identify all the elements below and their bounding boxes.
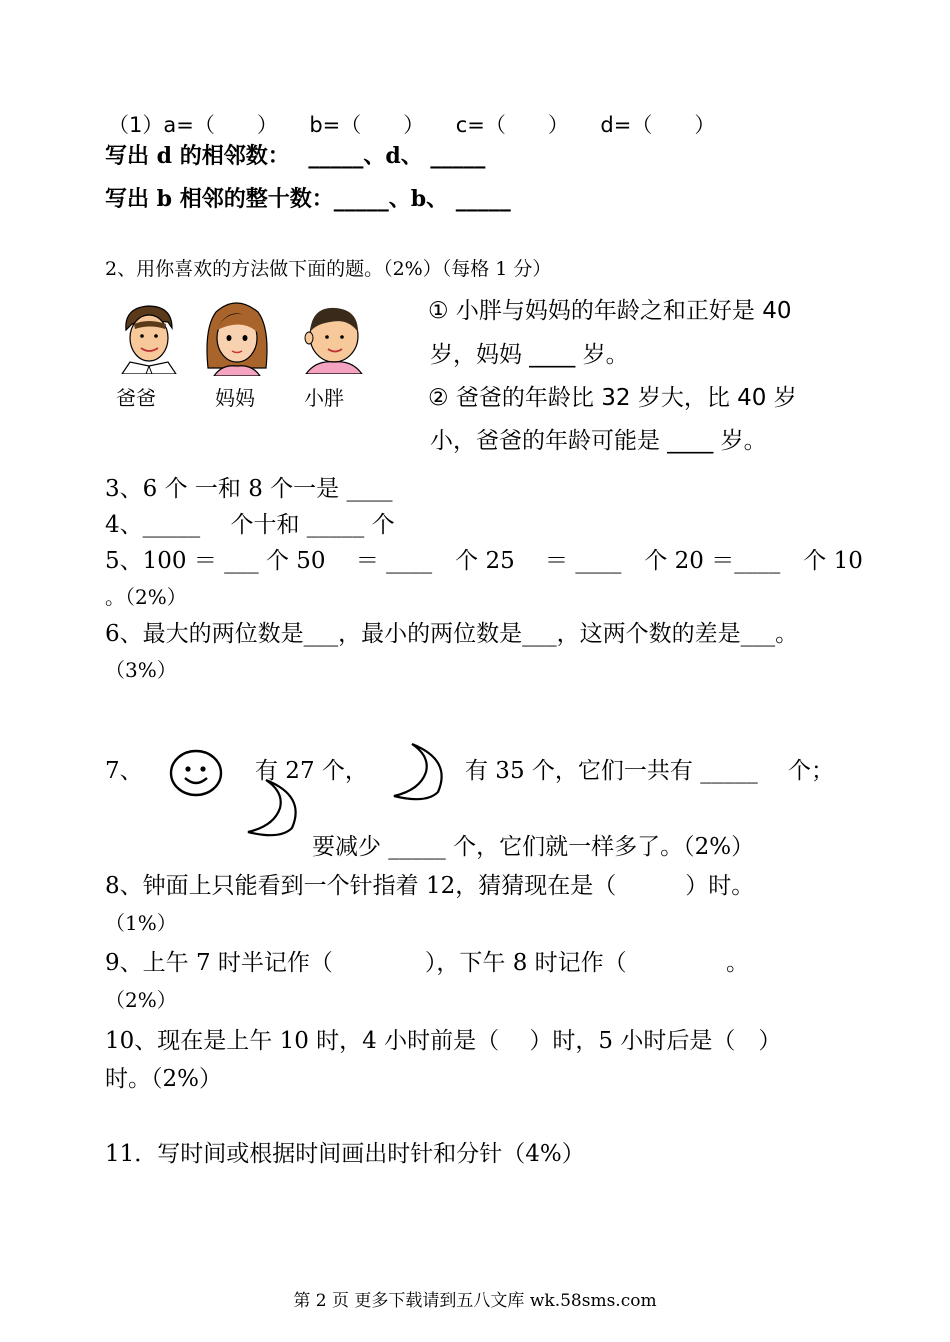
q7-part1: 有 27 个， [255, 758, 368, 784]
label-xiaopang: 小胖 [304, 386, 344, 410]
q6-line1: 6、最大的两位数是___，最小的两位数是___，这两个数的差是___。 [105, 621, 799, 647]
q9-line2: （2%） [105, 988, 177, 1012]
q5-line1: 5、100 ＝ ___ 个 50 ＝ ____ 个 25 ＝ ____ 个 20 ＝____ 个 10 [105, 548, 863, 574]
label-mom: 妈妈 [215, 386, 255, 410]
q5-line2: 。（2%） [105, 585, 187, 609]
page-footer: 第 2 页 更多下载请到五八文库 wk.58sms.com [293, 1291, 657, 1311]
xiaopang-illustration [300, 302, 366, 374]
q9-line1: 9、上午 7 时半记作（ ），下午 8 时记作（ 。 [105, 950, 749, 976]
q11-text: 11．写时间或根据时间画出时针和分针（4%） [105, 1141, 585, 1167]
q3-text: 3、6 个 一和 8 个一是 ____ [105, 476, 393, 502]
q4-text: 4、_____ 个十和 _____ 个 [105, 512, 395, 538]
q1-answers-line: （1）a=（ ） b=（ ） c=（ ） d=（ ） [108, 113, 716, 137]
label-dad: 爸爸 [116, 386, 156, 410]
q7-line2: 要减少 _____ 个，它们就一样多了。（2%） [312, 834, 755, 860]
q2-title: 2、用你喜欢的方法做下面的题。（2%）（每格 1 分） [105, 258, 552, 280]
q8-line2: （1%） [105, 911, 177, 935]
q10-line2: 时。（2%） [105, 1066, 222, 1092]
q2-problem2-line2: 小，爸爸的年龄可能是 ____ 岁。 [430, 428, 767, 454]
q2-problem1-line2: 岁，妈妈 ____ 岁。 [430, 342, 629, 368]
smiley-face-icon [168, 748, 224, 798]
mom-illustration [202, 298, 272, 376]
q6-line2: （3%） [105, 658, 177, 682]
q7-part2: 有 35 个，它们一共有 _____ 个； [465, 758, 835, 784]
q1-adjacent-b: 写出 b 相邻的整十数：_____、b、 _____ [105, 186, 511, 212]
q10-line1: 10、现在是上午 10 时，4 小时前是（ ）时，5 小时后是（ ） [105, 1028, 782, 1054]
q7-number: 7、 [105, 758, 143, 784]
crescent-moon-icon [390, 742, 456, 804]
q2-problem2-line1: ② 爸爸的年龄比 32 岁大，比 40 岁 [428, 385, 797, 411]
q1-adjacent-d: 写出 d 的相邻数： _____、d、 _____ [105, 143, 486, 169]
q8-line1: 8、钟面上只能看到一个针指着 12，猜猜现在是（ ）时。 [105, 873, 755, 899]
q2-problem1-line1: ① 小胖与妈妈的年龄之和正好是 40 [428, 298, 792, 324]
dad-illustration [118, 302, 180, 374]
crescent-moon-icon [244, 778, 310, 840]
